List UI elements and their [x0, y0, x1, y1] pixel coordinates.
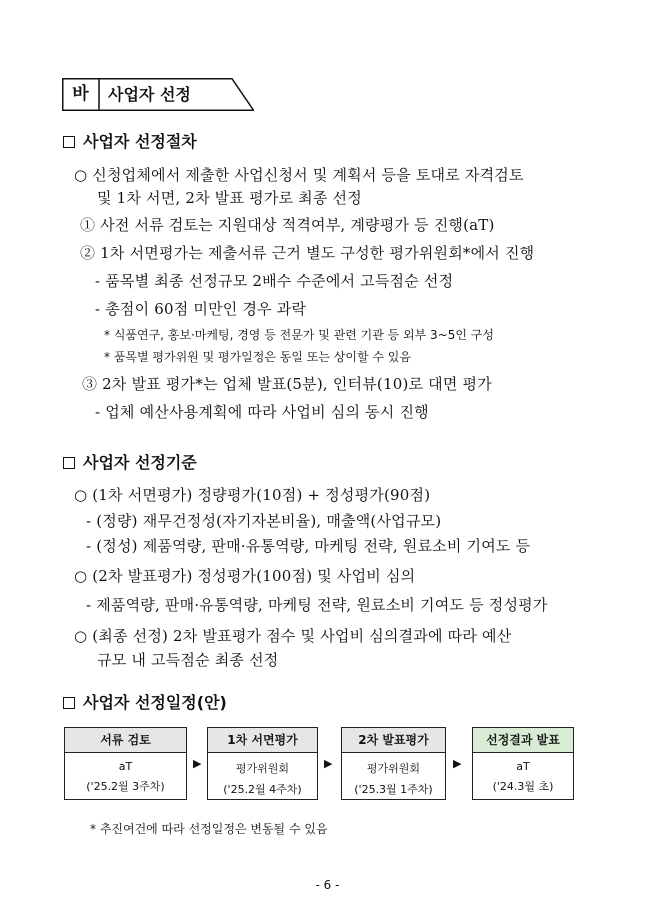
schedule-step-3	[341, 727, 446, 800]
crit-line-6: ○ (최종 선정) 2차 발표평가 점수 및 사업비 심의결과에 따라 예산	[74, 627, 512, 645]
proc-line-3: ① 사전 서류 검토는 지원대상 적격여부, 계량평가 등 진행(aT)	[80, 216, 495, 234]
proc-line-1: ○ 신청업체에서 제출한 사업신청서 및 계획서 등을 토대로 자격검토	[74, 166, 524, 184]
section-title: 사업자 선정	[108, 85, 191, 104]
arrow-right-icon: ▶	[193, 757, 202, 770]
proc-line-2: 및 1차 서면, 2차 발표 평가로 최종 선정	[97, 189, 362, 207]
step-owner: aT	[516, 760, 530, 773]
section-letter: 바	[72, 84, 89, 104]
proc-line-5: - 품목별 최종 선정규모 2배수 수준에서 고득점순 선정	[95, 272, 454, 290]
proc-line-7: ③ 2차 발표 평가*는 업체 발표(5분), 인터뷰(10)로 대면 평가	[82, 375, 492, 393]
step-date: ('24.3월 초)	[492, 780, 554, 793]
crit-line-4: ○ (2차 발표평가) 정성평가(100점) 및 사업비 심의	[74, 567, 416, 585]
schedule-step-4	[472, 727, 574, 800]
step-header: 2차 발표평가	[342, 728, 445, 753]
step-header: 서류 검토	[65, 728, 186, 753]
schedule-footnote: * 추진여건에 따라 선정일정은 변동될 수 있음	[90, 822, 328, 836]
step-owner: 평가위원회	[235, 762, 290, 775]
page-number: - 6 -	[315, 878, 340, 892]
crit-line-2: - (정량) 재무건정성(자기자본비율), 매출액(사업규모)	[86, 512, 442, 530]
crit-line-3: - (정성) 제품역량, 판매·유통역량, 마케팅 전략, 원료소비 기여도 등	[86, 537, 531, 555]
schedule-step-2	[207, 727, 318, 800]
proc-line-6: - 총점이 60점 미만인 경우 과락	[95, 300, 307, 318]
step-owner: aT	[118, 760, 133, 773]
heading-procedure: 사업자 선정절차	[63, 129, 197, 152]
step-date: ('25.2월 3주차)	[86, 780, 165, 793]
arrow-right-icon: ▶	[324, 757, 333, 770]
step-header: 1차 서면평가	[208, 728, 317, 753]
schedule-step-1	[64, 727, 187, 800]
step-header: 선정결과 발표	[473, 728, 573, 753]
crit-line-1: ○ (1차 서면평가) 정량평가(10점) + 정성평가(90점)	[74, 486, 431, 504]
step-owner: 평가위원회	[366, 762, 421, 775]
square-bullet-icon	[63, 136, 75, 148]
proc-note-1: * 식품연구, 홍보·마케팅, 경영 등 전문가 및 관련 기관 등 외부 3~5인 구성	[104, 328, 494, 342]
heading-schedule: 사업자 선정일정(안)	[63, 690, 227, 713]
proc-line-4: ② 1차 서면평가는 제출서류 근거 별도 구성한 평가위원회*에서 진행	[80, 244, 535, 262]
crit-line-5: - 제품역량, 판매·유통역량, 마케팅 전략, 원료소비 기여도 등 정성평가	[86, 596, 548, 614]
section-header	[62, 78, 254, 111]
step-date: ('25.2월 4주차)	[223, 783, 302, 796]
proc-note-2: * 품목별 평가위원 및 평가일정은 동일 또는 상이할 수 있음	[104, 350, 411, 364]
crit-line-7: 규모 내 고득점순 최종 선정	[97, 651, 279, 669]
heading-criteria: 사업자 선정기준	[63, 450, 197, 473]
step-date: ('25.3월 1주차)	[354, 783, 433, 796]
square-bullet-icon	[63, 697, 75, 709]
arrow-right-icon: ▶	[453, 757, 462, 770]
proc-line-8: - 업체 예산사용계획에 따라 사업비 심의 동시 진행	[95, 403, 429, 421]
square-bullet-icon	[63, 457, 75, 469]
